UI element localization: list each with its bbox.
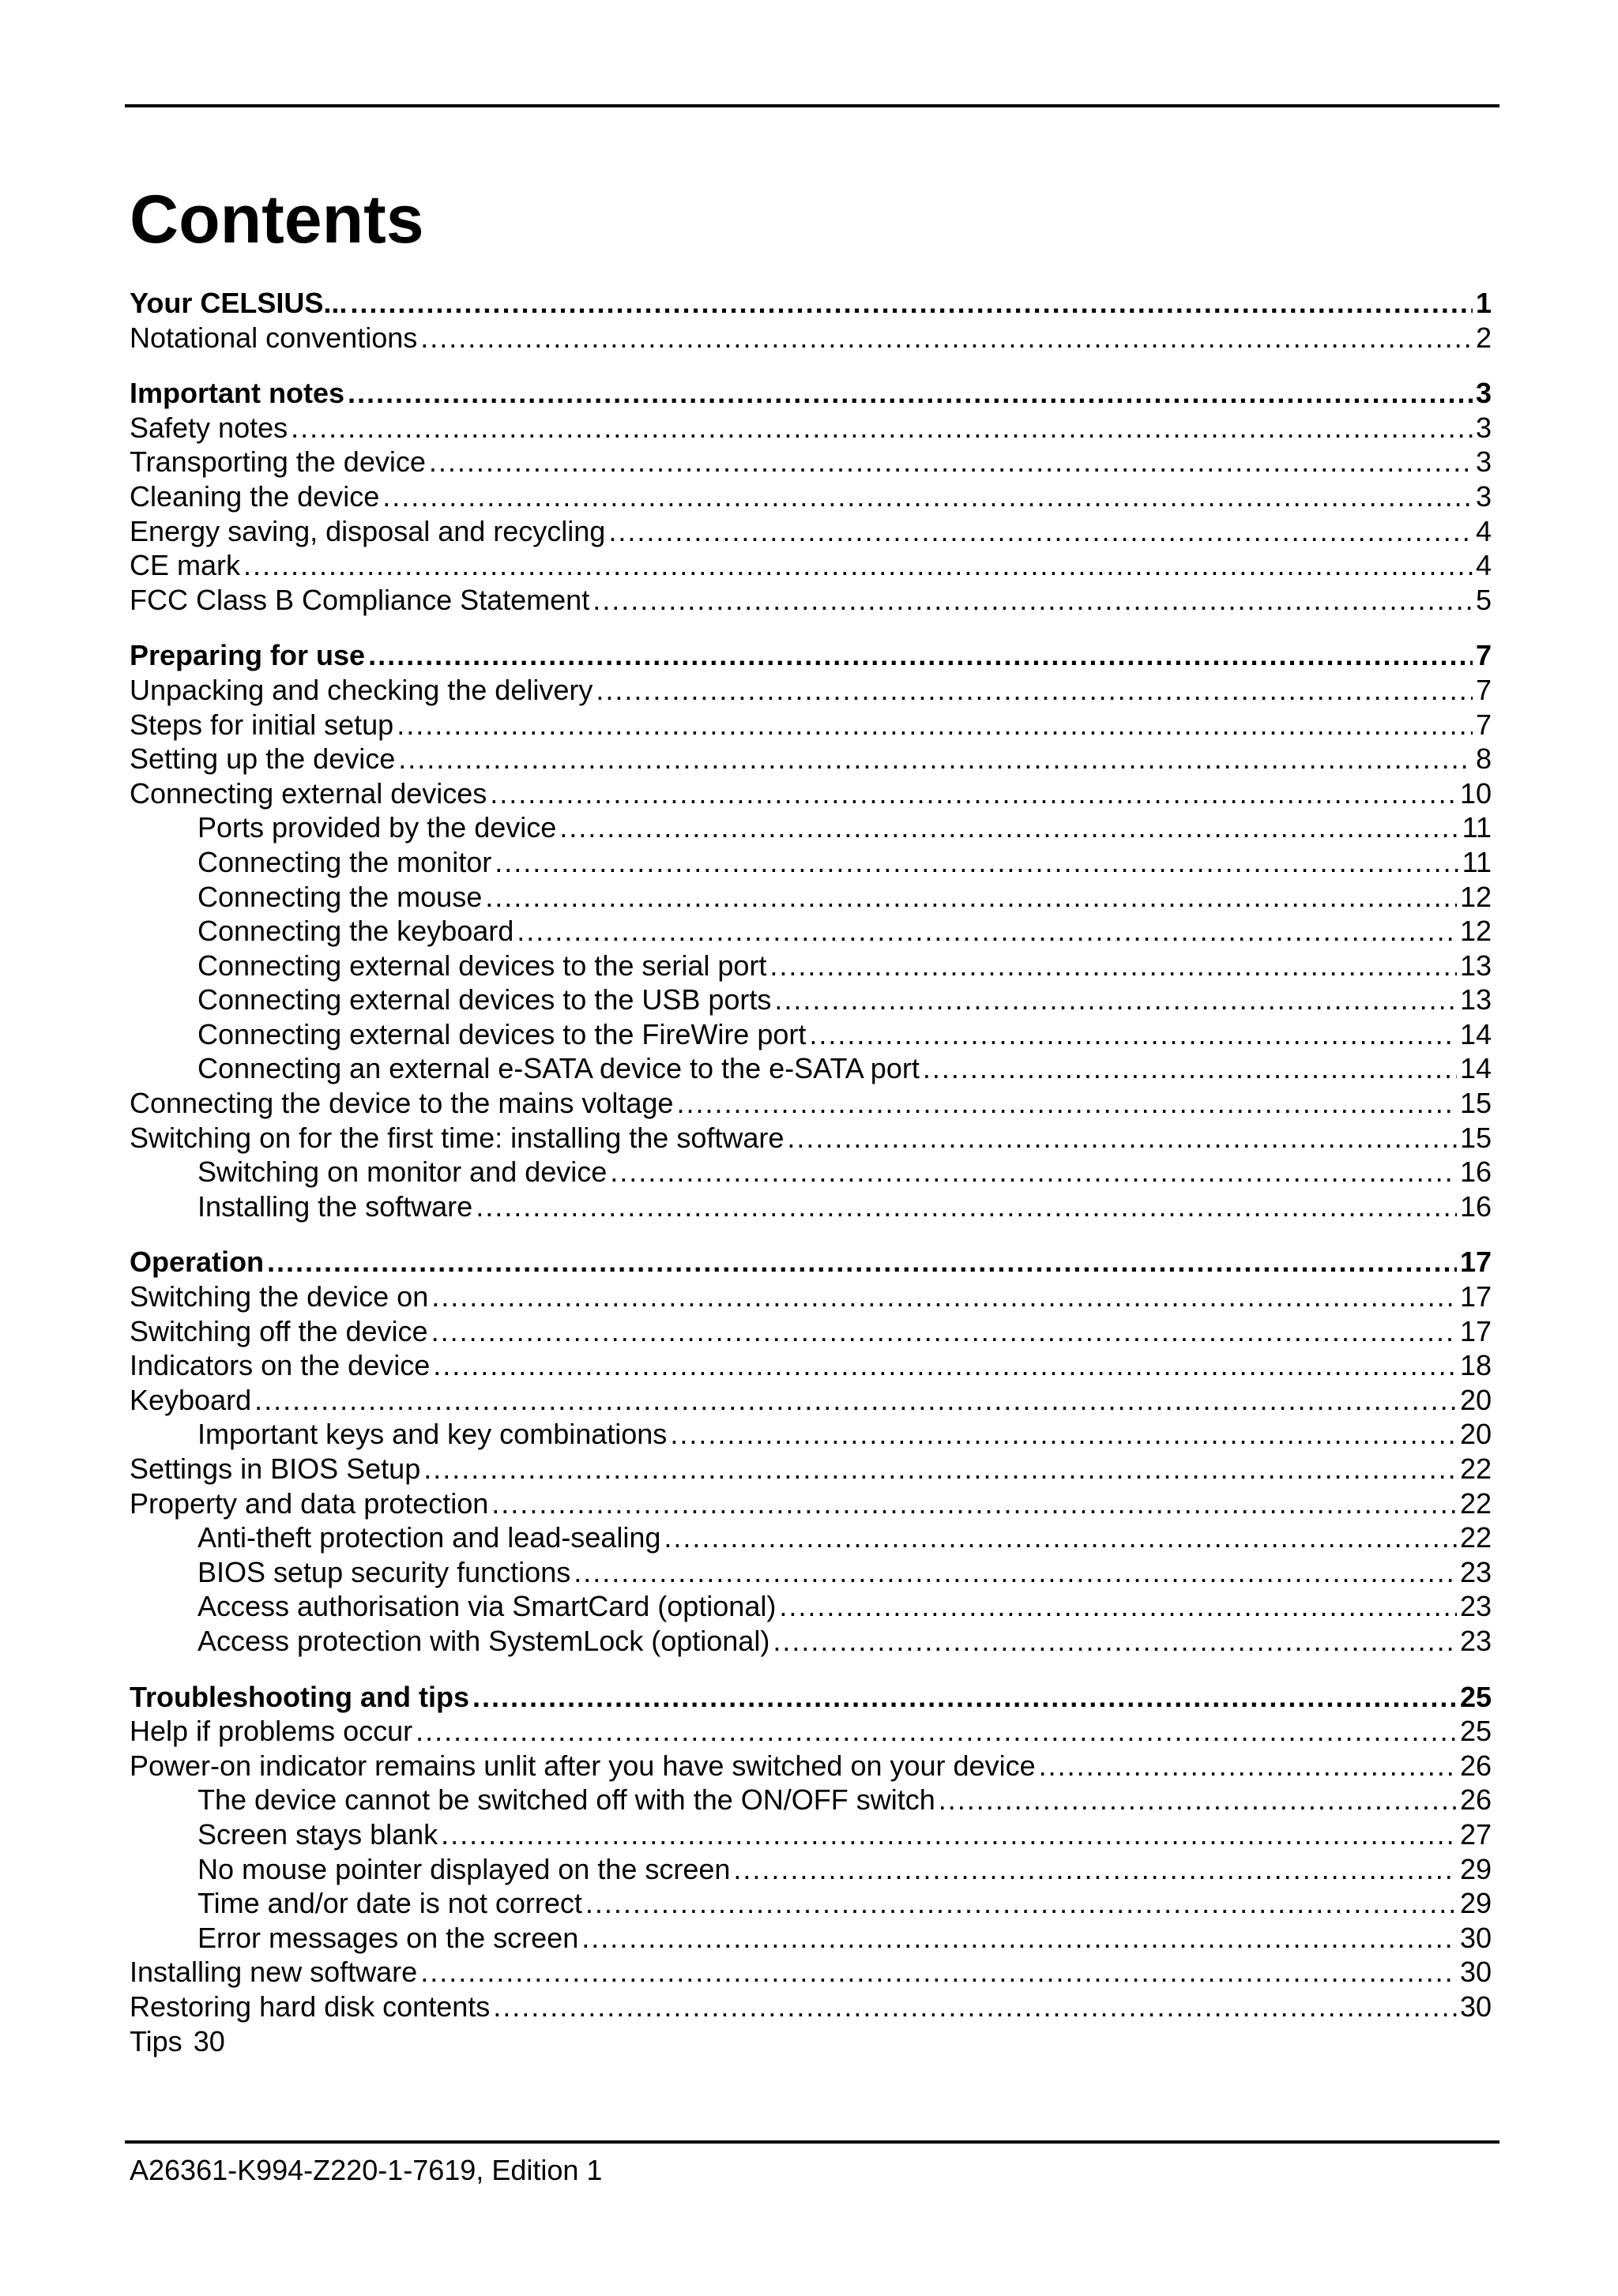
toc-entry[interactable] [130,1555,1492,1590]
dot-leader [476,1189,1457,1224]
toc-entry-page-number: 22 [1459,1521,1492,1554]
toc-entry-label: Settings in BIOS Setup [130,1452,421,1485]
toc-entry[interactable] [130,983,1492,1017]
toc-entry-label: Power-on indicator remains unlit after you have switched on your device [130,1749,1036,1782]
toc-entry-page-number: 17 [1459,1280,1492,1313]
toc-entry-label: Time and/or date is not correct [198,1887,582,1920]
toc-entry-label: Connecting external devices to the serial port [198,949,767,982]
dot-leader [787,1121,1457,1156]
toc-entry-page-number: 13 [1459,949,1492,982]
toc-entry[interactable] [130,1051,1492,1086]
toc-entry-label: Error messages on the screen [198,1921,579,1954]
toc-entry[interactable] [130,776,1492,811]
toc-entry[interactable] [130,1783,1492,1817]
toc-entry-page-number: 26 [1459,1749,1492,1782]
toc-entry-page-number: 12 [1459,880,1492,913]
toc-entry[interactable] [130,1589,1492,1624]
dot-leader [559,810,1458,845]
toc-entry[interactable] [130,583,1492,618]
toc-entry-page-number: 7 [1475,673,1492,706]
toc-chapter-entry[interactable] [130,1680,1492,1715]
toc-entry-page-number: 3 [1475,377,1492,410]
toc-entry[interactable] [130,1280,1492,1314]
toc-entry-page-number: 30 [193,2024,225,2057]
toc-entry-page-number: 25 [1459,1715,1492,1748]
toc-entry-page-number: 13 [1459,983,1492,1016]
table-of-contents [130,286,1492,2058]
toc-entry-label: Preparing for use [130,639,366,672]
toc-entry-page-number: 3 [1475,479,1492,513]
toc-entry[interactable] [130,708,1492,742]
toc-entry-label: Unpacking and checking the delivery [130,673,593,706]
toc-entry-page-number: 3 [1475,411,1492,444]
toc-entry[interactable] [130,673,1492,708]
toc-entry[interactable] [130,845,1492,880]
toc-entry-label: Access authorisation via SmartCard (optional) [198,1590,777,1623]
toc-entry-label: Tips [130,2024,182,2057]
toc-entry-label: Energy saving, disposal and recycling [130,514,606,547]
toc-entry-page-number: 7 [1475,639,1492,672]
dot-leader [267,1245,1457,1280]
dot-leader [398,742,1473,776]
dot-leader [1039,1749,1457,1783]
toc-entry-label: Connecting an external e-SATA device to the e-SATA port [198,1052,920,1085]
toc-entry-page-number: 3 [1475,445,1492,479]
toc-chapter-entry[interactable] [130,376,1492,411]
dot-leader [420,1955,1457,1990]
dot-leader [423,1452,1457,1486]
toc-entry-label: Connecting external devices to the FireWire port [198,1017,807,1050]
dot-leader [596,673,1473,708]
bottom-rule [125,2140,1499,2144]
page-title: Contents [130,182,424,257]
toc-entry-page-number: 16 [1459,1189,1492,1223]
dot-leader [441,1817,1457,1852]
dot-leader [581,1921,1457,1956]
dot-leader [431,1280,1457,1314]
dot-leader [608,514,1473,549]
toc-entry-page-number: 20 [1459,1418,1492,1451]
toc-entry-label: No mouse pointer displayed on the screen [198,1852,731,1885]
toc-chapter-entry[interactable] [130,1245,1492,1280]
dot-leader [472,1680,1457,1715]
toc-entry-label: Steps for initial setup [130,708,394,741]
toc-entry-label: Indicators on the device [130,1349,431,1382]
toc-entry-page-number: 30 [1459,1921,1492,1954]
toc-entry-page-number: 30 [1459,1990,1492,2023]
dot-leader [429,445,1473,479]
dot-leader [348,376,1473,411]
toc-entry-label: Important keys and key combinations [198,1418,668,1451]
dot-leader [485,880,1457,915]
toc-entry[interactable] [130,1348,1492,1383]
toc-entry[interactable] [130,1155,1492,1189]
toc-entry[interactable] [130,1817,1492,1852]
toc-entry-label: Access protection with SystemLock (optional) [198,1624,770,1657]
toc-entry-label: Operation [130,1246,265,1279]
toc-entry-page-number: 15 [1459,1087,1492,1120]
toc-entry-page-number: 11 [1462,811,1492,844]
dot-leader [773,1624,1457,1659]
toc-entry-page-number: 12 [1459,915,1492,948]
toc-entry[interactable] [130,479,1492,514]
toc-entry[interactable] [130,742,1492,776]
toc-entry-page-number: 4 [1475,514,1492,547]
toc-entry-label: Troubleshooting and tips [130,1680,469,1713]
toc-entry[interactable] [130,1121,1492,1156]
dot-leader [593,583,1473,618]
toc-entry-label: Transporting the device [130,445,426,479]
dot-leader [779,1589,1457,1624]
toc-entry-label: Important notes [130,377,345,410]
toc-entry-page-number: 16 [1459,1156,1492,1189]
dot-leader [517,914,1457,949]
toc-entry[interactable] [130,1017,1492,1052]
toc-entry[interactable] [130,1990,1492,2024]
toc-entry-label: Cleaning the device [130,479,380,513]
dot-leader [495,845,1458,880]
toc-entry-page-number: 10 [1459,776,1492,810]
toc-entry-label: Ports provided by the device [198,811,557,844]
top-rule [125,104,1499,107]
document-footer: A26361-K994-Z220-1-7619, Edition 1 [130,2154,603,2186]
dot-leader [664,1520,1457,1555]
dot-leader [939,1783,1457,1817]
toc-entry-page-number: 29 [1459,1887,1492,1920]
dot-leader [493,1990,1457,2024]
toc-entry-page-number: 4 [1475,549,1492,582]
toc-entry[interactable] [130,1314,1492,1349]
toc-entry-label: Notational conventions [130,321,418,354]
toc-entry[interactable] [130,411,1492,445]
toc-entry-label: CE mark [130,549,241,582]
dot-leader [254,1383,1457,1418]
dot-leader [291,411,1473,445]
toc-entry-label: Connecting the monitor [198,845,492,878]
toc-entry-page-number: 25 [1459,1680,1492,1713]
dot-leader [733,1852,1457,1887]
toc-entry-page-number: 1 [1475,287,1492,319]
dot-leader [585,1886,1457,1921]
toc-entry[interactable] [130,1852,1492,1887]
toc-entry-page-number: 8 [1475,742,1492,776]
dot-leader [670,1417,1457,1452]
toc-entry[interactable] [130,1624,1492,1659]
toc-entry[interactable] [130,445,1492,479]
dot-leader [809,1017,1457,1052]
toc-entry-label: The device cannot be switched off with the ON/OFF switch [198,1783,935,1817]
toc-entry-label: Switching off the device [130,1314,428,1347]
dot-leader [923,1051,1457,1086]
toc-entry-label: Connecting external devices to the USB ports [198,983,772,1016]
toc-entry[interactable] [130,1714,1492,1749]
toc-entry[interactable] [130,914,1492,949]
toc-entry[interactable] [130,321,1492,355]
dot-leader [368,638,1473,673]
toc-entry[interactable] [130,880,1492,915]
toc-entry-label: Anti-theft protection and lead-sealing [198,1521,661,1554]
toc-entry[interactable] [130,1452,1492,1486]
toc-entry-page-number: 11 [1462,845,1492,878]
toc-entry-label: Connecting the device to the mains voltage [130,1087,674,1120]
dot-leader [382,479,1473,514]
toc-entry-label: Keyboard [130,1383,252,1416]
toc-entry[interactable] [130,514,1492,549]
toc-entry[interactable] [130,548,1492,583]
toc-entry-page-number: 26 [1459,1783,1492,1817]
toc-entry-page-number: 15 [1459,1121,1492,1154]
dot-leader [397,708,1473,742]
toc-entry-label: Installing new software [130,1956,418,1989]
toc-entry-label: Switching the device on [130,1280,429,1313]
dot-leader [774,983,1457,1017]
toc-entry-label: FCC Class B Compliance Statement [130,583,590,616]
toc-entry[interactable] [130,810,1492,845]
toc-entry-label: Help if problems occur [130,1715,413,1748]
toc-entry[interactable] [130,1749,1492,1783]
toc-entry-label: Restoring hard disk contents [130,1990,491,2023]
dot-leader [490,776,1457,811]
toc-entry-page-number: 7 [1475,708,1492,741]
toc-entry-label: Safety notes [130,411,288,444]
toc-entry-page-number: 22 [1459,1452,1492,1485]
toc-entry-page-number: 30 [1459,1956,1492,1989]
toc-entry[interactable] [130,1921,1492,1956]
toc-entry-page-number: 23 [1459,1624,1492,1657]
toc-entry-page-number: 2 [1475,321,1492,354]
dot-leader [676,1086,1457,1121]
toc-entry-page-number: 27 [1459,1817,1492,1851]
dot-leader [416,1714,1457,1749]
toc-entry-page-number: 20 [1459,1383,1492,1416]
toc-entry[interactable] [130,1383,1492,1418]
dot-leader [243,548,1473,583]
toc-chapter-entry[interactable] [130,286,1492,321]
toc-entry-label: Installing the software [198,1189,473,1223]
toc-entry-label: Your CELSIUS... [130,287,348,319]
dot-leader [431,1314,1457,1349]
toc-entry-page-number: 5 [1475,583,1492,616]
toc-entry[interactable] [130,1486,1492,1521]
dot-leader [433,1348,1457,1383]
toc-entry-label: Screen stays blank [198,1817,438,1851]
toc-entry-page-number: 29 [1459,1852,1492,1885]
toc-entry[interactable] [130,1086,1492,1121]
toc-entry[interactable] [130,1886,1492,1921]
toc-entry[interactable] [130,1955,1492,1990]
toc-entry-label: Connecting external devices [130,776,487,810]
toc-entry-page-number: 14 [1459,1052,1492,1085]
toc-entry[interactable] [130,949,1492,983]
toc-chapter-entry[interactable] [130,638,1492,673]
dot-leader [574,1555,1457,1590]
toc-entry-label: Switching on for the first time: installing the software [130,1121,785,1154]
toc-entry-page-number: 18 [1459,1349,1492,1382]
dot-leader [420,321,1473,355]
toc-entry[interactable] [130,2024,1492,2059]
toc-entry[interactable] [130,1417,1492,1452]
dot-leader [491,1486,1457,1521]
toc-entry-page-number: 23 [1459,1590,1492,1623]
toc-entry-page-number: 17 [1459,1314,1492,1347]
toc-entry-label: Setting up the device [130,742,396,776]
dot-leader [610,1155,1457,1189]
toc-entry-page-number: 23 [1459,1555,1492,1588]
toc-entry-page-number: 22 [1459,1486,1492,1520]
toc-entry-label: BIOS setup security functions [198,1555,571,1588]
dot-leader [769,949,1457,983]
toc-entry-label: Property and data protection [130,1486,489,1520]
dot-leader [350,286,1473,321]
toc-entry-label: Connecting the mouse [198,880,483,913]
toc-entry-label: Switching on monitor and device [198,1156,608,1189]
toc-entry-page-number: 14 [1459,1017,1492,1050]
toc-entry[interactable] [130,1520,1492,1555]
toc-entry-label: Connecting the keyboard [198,915,514,948]
toc-entry[interactable] [130,1189,1492,1224]
toc-entry-page-number: 17 [1459,1246,1492,1279]
